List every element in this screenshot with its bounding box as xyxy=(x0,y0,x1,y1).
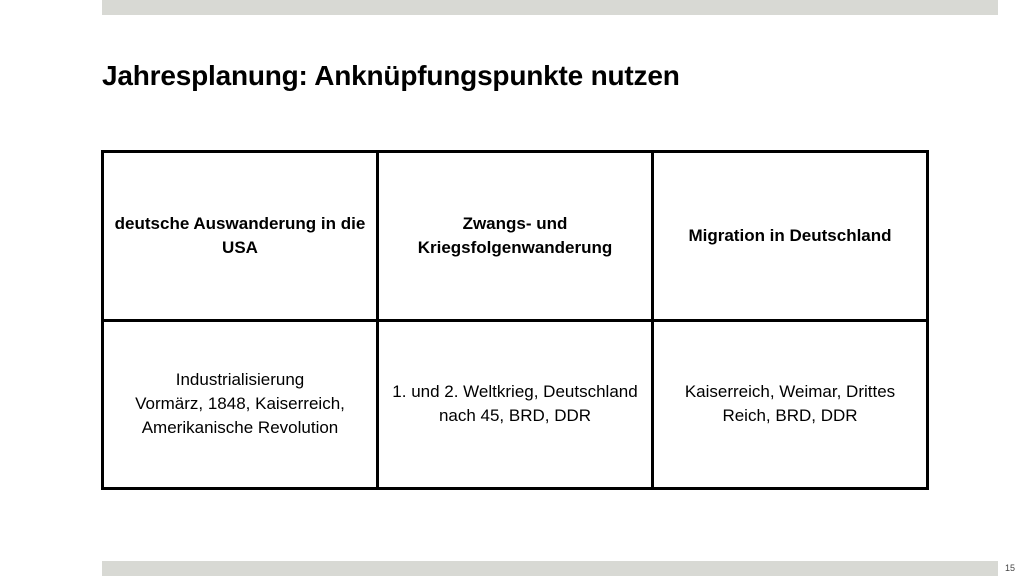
top-accent-bar xyxy=(102,0,998,15)
table-header-cell: deutsche Auswanderung in die USA xyxy=(103,152,378,321)
table-row xyxy=(103,320,928,489)
table-header-row xyxy=(103,152,928,321)
table-cell: 1. und 2. Weltkrieg, Deutschland nach 45, BRD, DDR xyxy=(378,320,653,489)
slide-title: Jahresplanung: Anknüpfungspunkte nutzen xyxy=(102,60,680,91)
table-header-cell: Zwangs- und Kriegsfolgenwanderung xyxy=(378,152,653,321)
page-number: 15 xyxy=(1004,563,1015,573)
content-table xyxy=(101,150,929,490)
table-cell: Kaiserreich, Weimar, Drittes Reich, BRD, DDR xyxy=(653,320,928,489)
table-header-cell: Migration in Deutschland xyxy=(653,152,928,321)
bottom-accent-bar xyxy=(102,561,998,576)
table-cell: Industrialisierung Vormärz, 1848, Kaiserreich, Amerikanische Revolution xyxy=(103,320,378,489)
